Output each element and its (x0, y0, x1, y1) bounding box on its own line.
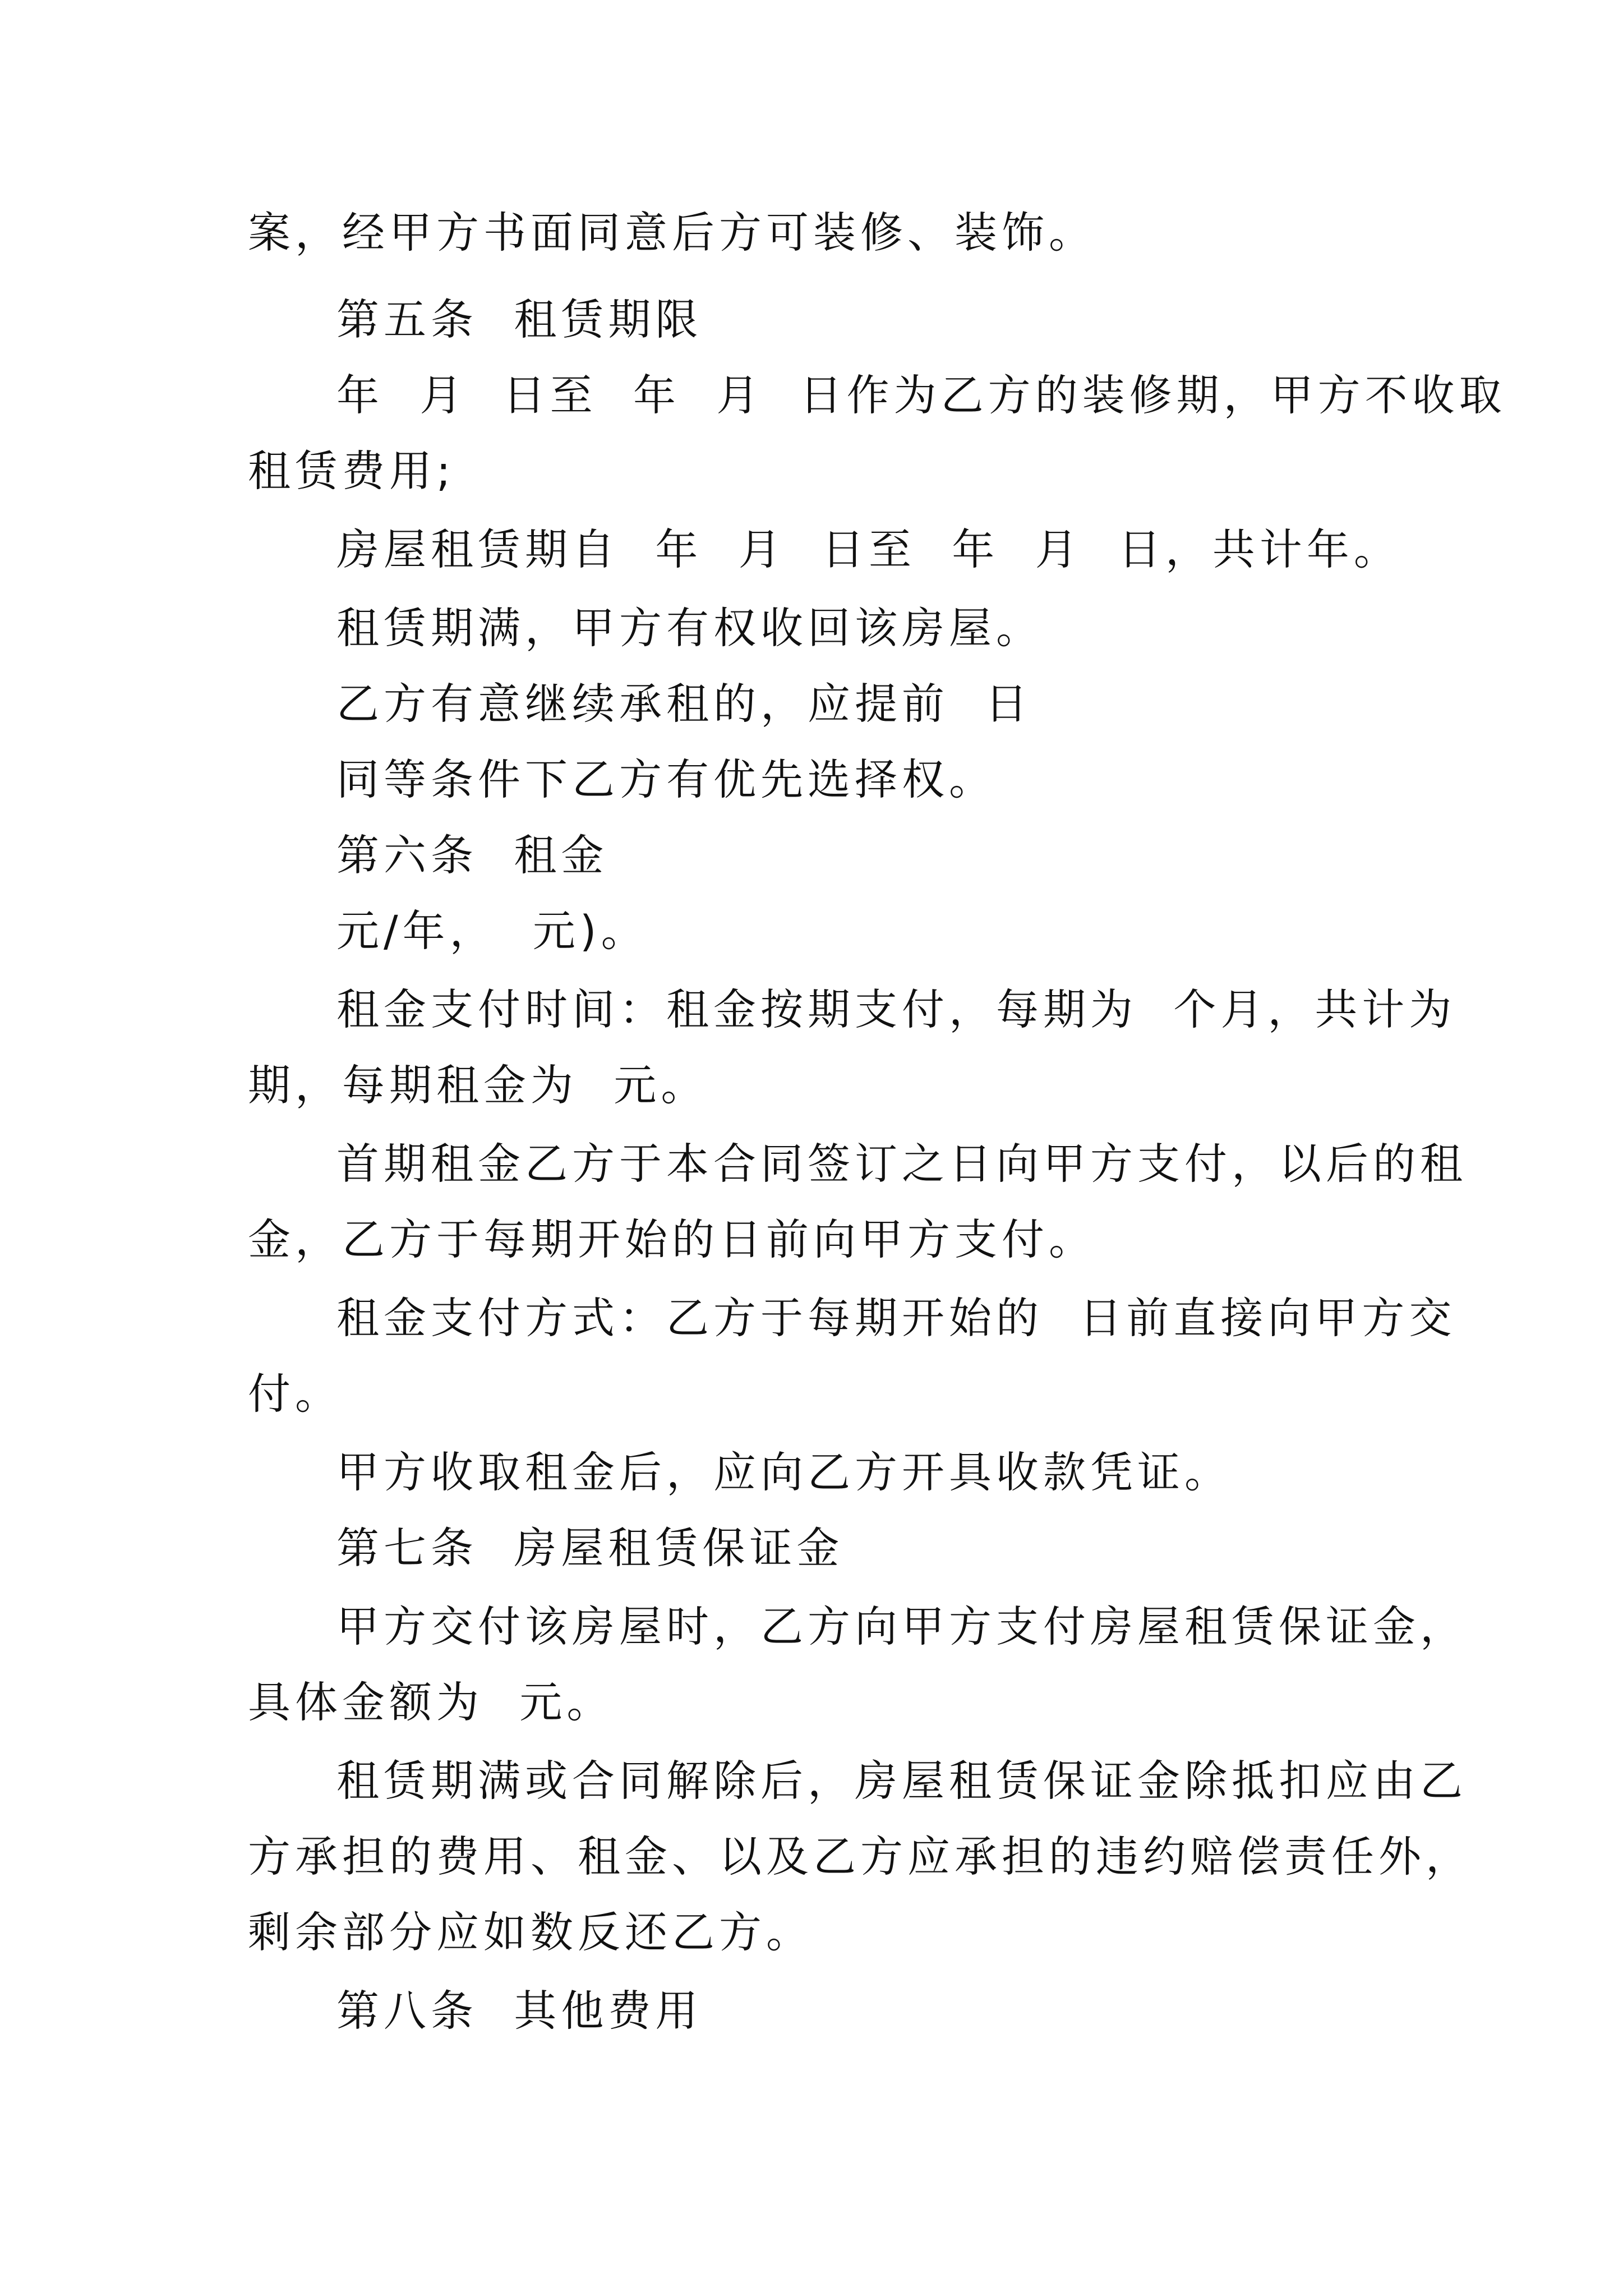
document-line: 甲方收取租金后，应向乙方开具收款凭证。 (336, 1447, 1232, 1497)
document-line: 金，乙方于每期开始的日前向甲方支付。 (248, 1214, 1096, 1264)
document-line: 房屋租赁期自 年 月 日至 年 月 日，共计年。 (336, 524, 1401, 574)
section-heading: 第五条 租赁期限 (336, 295, 703, 344)
document-line: 付。 (248, 1369, 342, 1419)
document-line: 租赁期满，甲方有权收回该房屋。 (336, 603, 1043, 653)
section-heading: 第八条 其他费用 (336, 1986, 703, 2036)
document-line: 剩余部分应如数反还乙方。 (248, 1907, 813, 1957)
document-line: 首期租金乙方于本合同签订之日向甲方支付，以后的租 (336, 1139, 1467, 1189)
document-line: 甲方交付该房屋时，乙方向甲方支付房屋租赁保证金， (336, 1602, 1467, 1651)
document-line: 具体金额为 元。 (248, 1677, 614, 1727)
document-line: 方承担的费用、租金、以及乙方应承担的违约赔偿责任外， (248, 1832, 1473, 1881)
section-heading: 第七条 房屋租赁保证金 (336, 1523, 844, 1573)
document-line: 年 月 日至 年 月 日作为乙方的装修期，甲方不收取 (336, 370, 1506, 420)
document-line: 期，每期租金为 元。 (248, 1060, 708, 1110)
document-line: 租金支付时间：租金按期支付，每期为 个月，共计为 (336, 984, 1456, 1034)
document-line: 元/年， 元)。 (336, 906, 648, 956)
document-line: 租金支付方式：乙方于每期开始的 日前直接向甲方交 (336, 1293, 1456, 1343)
document-line: 乙方有意继续承租的，应提前 日 (336, 679, 1032, 729)
document-line: 案，经甲方书面同意后方可装修、装饰。 (248, 208, 1096, 257)
document-line: 租赁费用; (248, 446, 455, 496)
document-line: 同等条件下乙方有优先选择权。 (336, 754, 996, 804)
section-heading: 第六条 租金 (336, 830, 608, 880)
document-line: 租赁期满或合同解除后，房屋租赁保证金除抵扣应由乙 (336, 1756, 1467, 1806)
